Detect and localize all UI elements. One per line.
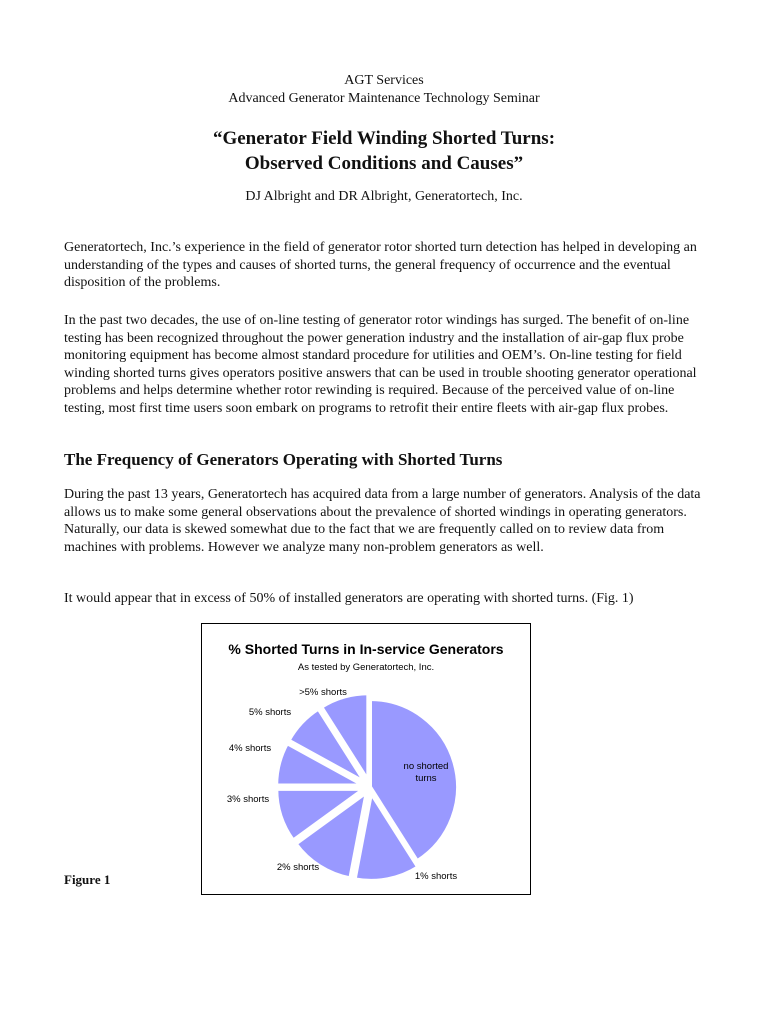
figure-caption: Figure 1 [64,872,111,887]
header-event: Advanced Generator Maintenance Technology Seminar [228,91,540,106]
section-heading: The Frequency of Generators Operating with Shorted Turns [64,450,503,469]
paragraph-figure-reference: It would appear that in excess of 50% of installed generators are operating with shorted turns. (Fig. 1) [64,591,634,606]
pie-chart [202,624,530,894]
paper-title [0,126,768,176]
paragraph-data-analysis: During the past 13 years, Generatortech has acquired data from a large number of generators. Analysis of the data allows us to make some general observations about the prevalence of shorted windings in operating generators. Naturally, our data is skewed somewhat due to the fact that we are frequently called on to review data from machines with problems. However we analyze many non-problem generators as well. [64,487,701,555]
pie-label-6: >5% shorts [299,687,347,698]
title-line-1: “Generator Field Winding Shorted Turns: [212,128,556,149]
header [0,72,768,108]
pie-label-4: 4% shorts [228,743,272,754]
chart-title: % Shorted Turns in In-service Generators [228,641,504,657]
header-org: AGT Services [344,73,424,88]
pie-label-3: 3% shorts [226,794,270,805]
paragraph-online-testing: In the past two decades, the use of on-line testing of generator rotor windings has surged. The benefit of on-line testing has been recognized throughout the power generation industry and the installation of air-gap flux probe monitoring equipment has become almost standard procedure for utilities and OEM’s. On-line testing for field winding shorted turns gives operators positive answers that can be used in trouble shooting generator operational problems and helps determine whether rotor rewinding is required. Because of the perceived value of on-line testing, most first time users soon embark on programs to retrofit their entire fleets with air-gap flux probes. [64,313,697,416]
pie-label-5: 5% shorts [248,707,292,718]
paragraph-intro: Generatortech, Inc.’s experience in the field of generator rotor shorted turn detection has helped in developing an understanding of the types and causes of shorted turns, the general frequency of occurrence and the eventual disposition of the problems. [64,240,697,290]
pie-label-2: 2% shorts [276,862,320,873]
chart-subtitle: As tested by Generatortech, Inc. [297,662,435,673]
pie-label-1: 1% shorts [414,871,458,882]
title-line-2: Observed Conditions and Causes” [244,153,524,174]
pie-chart-figure [201,623,531,895]
pie-label-0: no shorted turns [403,761,449,784]
authors: DJ Albright and DR Albright, Generatortech, Inc. [245,189,523,204]
